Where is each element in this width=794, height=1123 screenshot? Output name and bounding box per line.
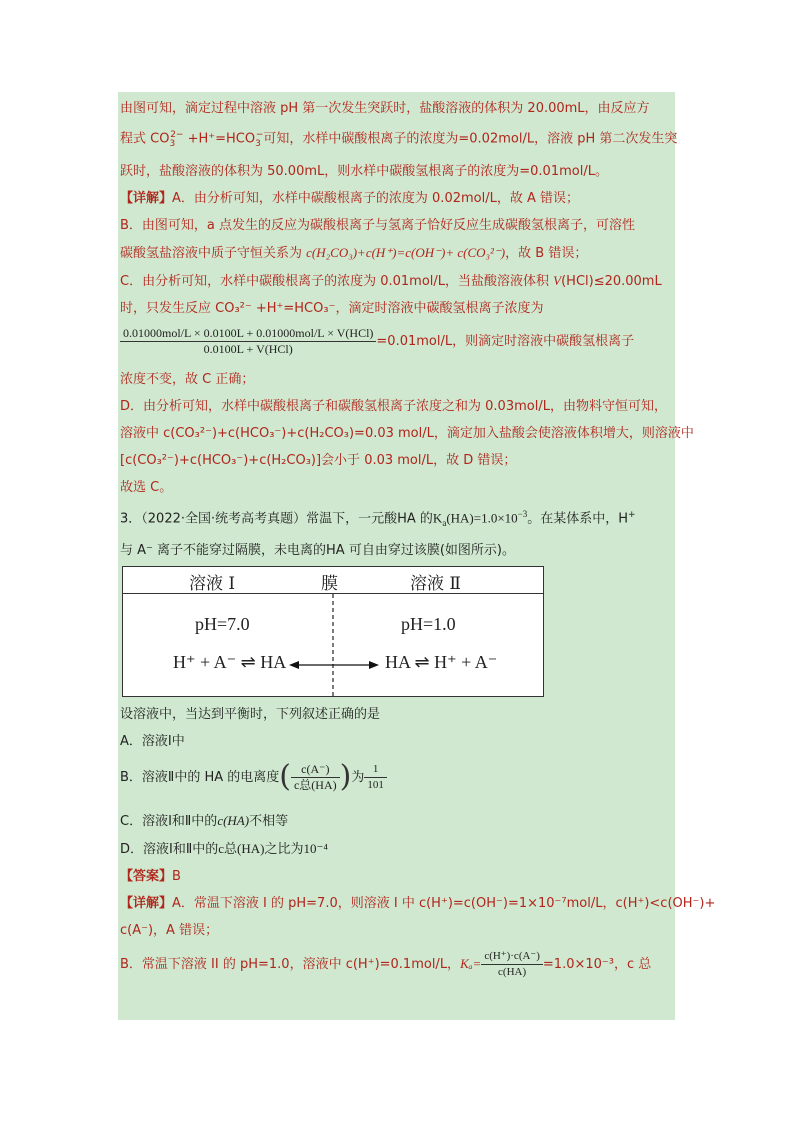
solution-1-label: 溶液 Ⅰ <box>189 573 236 594</box>
question-line: 3．（2022·全国·统考高考真题）常温下，一元酸HA 的$K_a(HA)=1.0\times 10^{-3}$。在某体系中，H+ <box>120 508 636 528</box>
text-line: C．由分析可知，水样中碳酸根离子的浓度为 0.01mol/L，当盐酸溶液体积 V(HCl)≤20.00mL <box>120 272 662 289</box>
question-line: 设溶液中，当达到平衡时，下列叙述正确的是 <box>120 706 381 722</box>
ph-solution-1: pH=7.0 <box>195 613 250 634</box>
text-line: 程式 $CO_3^{2-} +H^+=HCO_3^-$可知，水样中碳酸根离子的浓度为=0.02mol/L，溶液 pH 第二次发生突 <box>120 130 678 149</box>
diagram-header <box>123 567 543 593</box>
text-line: B．由图可知，a 点发生的反应为碳酸根离子与氢离子恰好反应生成碳酸氢根离子，可溶性 <box>120 217 636 233</box>
text-line: 溶液中 c(CO₃²⁻)+c(HCO₃⁻)+c(H₂CO₃)=0.03 mol/L，滴定加入盐酸会使溶液体积增大，则溶液中 <box>120 425 694 441</box>
arrow-head-left <box>289 661 299 669</box>
text-line: 【详解】A．由分析可知，水样中碳酸根离子的浓度为 0.02mol/L，故 A 错误； <box>120 190 579 206</box>
option-d: D．溶液Ⅰ和Ⅱ中的c总(HA)之比为10⁻⁴ <box>120 840 328 857</box>
detail-tag: 【详解】 <box>120 895 173 911</box>
text-line: 由图可知，滴定过程中溶液 pH 第一次发生突跃时，盐酸溶液的体积为 20.00mL，由反应方 <box>120 101 650 116</box>
option-c: C．溶液Ⅰ和Ⅱ中的c(HA)不相等 <box>120 812 289 829</box>
ph-solution-2: pH=1.0 <box>401 613 456 634</box>
document-panel <box>118 92 716 1020</box>
option-a: A．溶液Ⅰ中 <box>120 733 185 749</box>
answer-line: 【答案】B <box>120 868 181 884</box>
membrane-label: 膜 <box>321 573 338 594</box>
equilibrium-1: H⁺ + A⁻ ⇌ HA <box>173 651 287 672</box>
text-line: c(A⁻)，A 错误； <box>120 922 219 938</box>
question-line: 与 A⁻ 离子不能穿过隔膜，未电离的HA 可自由穿过该膜(如图所示)。 <box>120 542 515 558</box>
arrow-head-right <box>369 661 379 669</box>
diagram-box <box>123 593 543 696</box>
text-line: 浓度不变，故 C 正确； <box>120 371 255 387</box>
text-line: 故选 C。 <box>120 479 173 495</box>
diagram-lines <box>123 594 543 697</box>
fraction-line: $\frac{\text{0.01000mol/L × 0.0100L + 0.01000mol/L × V(HCl)}}{\text{0.0100L + V(HCl)}}$ =0.01mol/L，则滴定时溶液中碳酸氢根离子 <box>120 322 675 366</box>
text-line: 碳酸氢盐溶液中质子守恒关系为 c(H₂CO₃)+c(H⁺)=c(OH⁻)+ c(CO₃²⁻)，故 B 错误； <box>120 244 588 261</box>
text-line: 跃时，盐酸溶液的体积为 50.00mL，则水样中碳酸氢根离子的浓度为=0.01mol/L。 <box>120 163 608 179</box>
concentration-fraction: $\frac{\text{0.01000mol/L × 0.0100L + 0.01000mol/L × V(HCl)}}{\text{0.0100L + V(HCl)}}$ <box>120 326 376 357</box>
text-line: [c(CO₃²⁻)+c(HCO₃⁻)+c(H₂CO₃)]会小于 0.03 mol/L，故 D 错误； <box>120 452 517 468</box>
option-b: B．溶液Ⅱ中的 HA 的电离度( $\frac{c(A^-)}{\text{c总(HA)}}$ )为 $\frac{1}{101}$ <box>120 755 675 807</box>
equilibrium-2: HA ⇌ H⁺ + A⁻ <box>385 651 498 672</box>
text-line: B．常温下溶液 II 的 pH=1.0，溶液中 c(H⁺)=0.1mol/L，Kₐ= $\frac{c(H^+)\cdot c(A^-)}{c(HA)}$ =1.0×10⁻³，c 总 <box>120 949 652 978</box>
solution-2-label: 溶液 Ⅱ <box>410 573 461 594</box>
text-line: 时，只发生反应 CO₃²⁻ +H⁺=HCO₃⁻，滴定时溶液中碳酸氢根离子浓度为 <box>120 300 544 316</box>
detail-tag: 【详解】 <box>120 190 173 206</box>
membrane-diagram <box>122 566 544 697</box>
text-line: 【详解】A．常温下溶液 I 的 pH=7.0，则溶液 I 中 c(H⁺)=c(OH⁻)=1×10⁻⁷mol/L，c(H⁺)<c(OH⁻)+ <box>120 895 716 911</box>
answer-tag: 【答案】 <box>120 868 173 884</box>
text-line: D．由分析可知，水样中碳酸根离子和碳酸氢根离子浓度之和为 0.03mol/L，由物料守恒可知， <box>120 398 667 414</box>
